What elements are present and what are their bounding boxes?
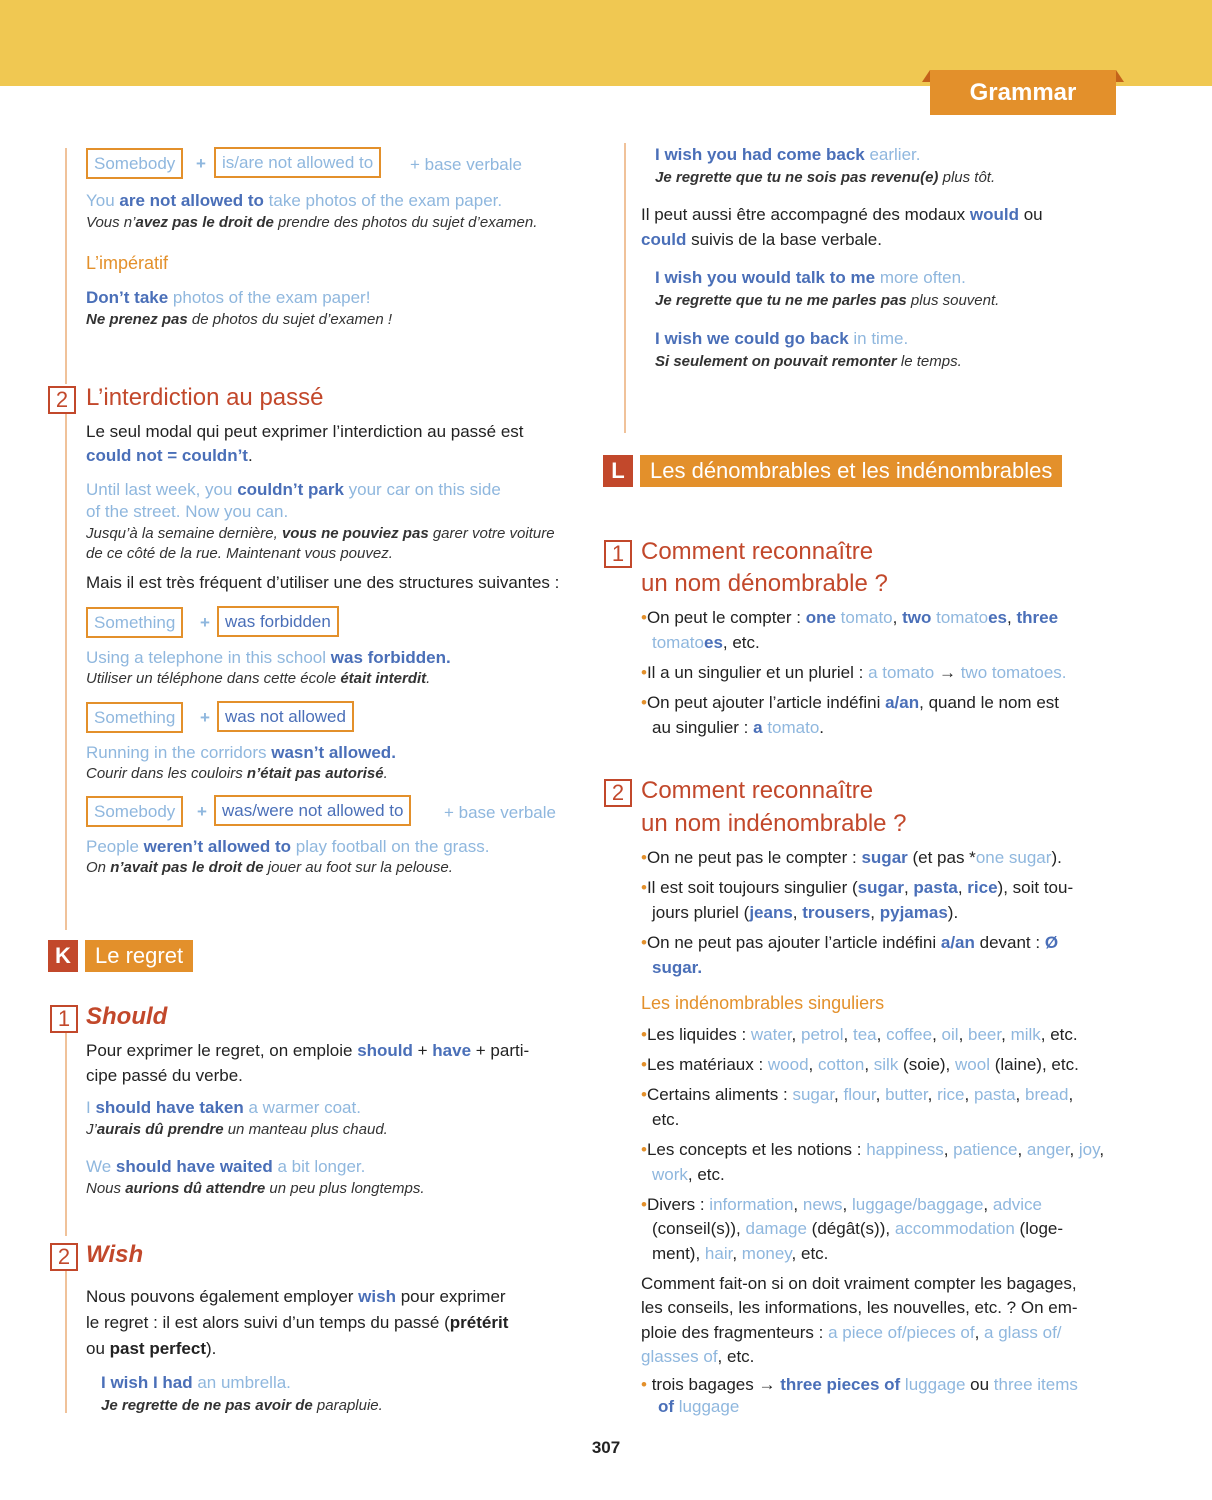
paragraph: le regret : il est alors suivi d’un temps du passé (prétérit: [86, 1313, 509, 1332]
bullet-item: •Les matériaux : wood, cotton, silk (soie), wool (laine), etc.: [641, 1055, 1079, 1074]
section-number: 2: [604, 779, 632, 807]
bullet-item-cont: of luggage: [658, 1397, 740, 1416]
bullet-item-cont: (conseil(s)), damage (dégât(s)), accommodation (loge-: [652, 1219, 1064, 1238]
section-title: Comment reconnaître: [641, 777, 874, 804]
section-number: 2: [50, 1243, 78, 1271]
tab-fold-left: [922, 70, 930, 82]
paragraph: Nous pouvons également employer wish pour exprimer: [86, 1287, 506, 1306]
tab-fold-right: [1116, 70, 1124, 82]
formula-somebody: Somebody: [86, 796, 183, 827]
subsection-heading: Les indénombrables singuliers: [641, 993, 885, 1013]
example-fr: Je regrette que tu ne sois pas revenu(e) plus tôt.: [655, 169, 996, 186]
bullet-item-cont: etc.: [652, 1110, 680, 1129]
bullet-item: •Les concepts et les notions : happiness, patience, anger, joy,: [641, 1140, 1105, 1159]
paragraph: Mais il est très fréquent d’utiliser une des structures suivantes :: [86, 573, 560, 592]
example-en: I should have taken a warmer coat.: [86, 1098, 361, 1117]
section-letter: K: [48, 940, 78, 972]
bullet-item: •Les liquides : water, petrol, tea, coffee, oil, beer, milk, etc.: [641, 1025, 1078, 1044]
formula-somebody: Somebody: [86, 148, 183, 179]
bullet-item: •On ne peut pas le compter : sugar (et pas *one sugar).: [641, 848, 1062, 867]
section-title: Comment reconnaître: [641, 538, 874, 565]
paragraph: ou past perfect).: [86, 1339, 217, 1358]
formula-was-were-not-allowed: was/were not allowed to: [214, 795, 411, 826]
section-title: L’interdiction au passé: [86, 384, 324, 411]
example-fr: Courir dans les couloirs n’était pas autorisé.: [86, 765, 388, 782]
paragraph: ploie des fragmenteurs : a piece of/pieces of, a glass of/: [641, 1323, 1062, 1342]
section-number: 1: [604, 540, 632, 568]
example-en: I wish you would talk to me more often.: [655, 268, 966, 287]
grammar-tab: Grammar: [930, 70, 1116, 115]
section-letter: L: [603, 455, 633, 487]
paragraph: glasses of, etc.: [641, 1347, 755, 1366]
section-title: un nom indénombrable ?: [641, 810, 907, 837]
example-fr: Ne prenez pas de photos du sujet d’examen !: [86, 311, 393, 328]
bullet-item-cont: tomatoes, etc.: [652, 633, 760, 652]
formula-something: Something: [86, 607, 183, 638]
formula-tail: + base verbale: [410, 155, 522, 174]
example-en: of the street. Now you can.: [86, 502, 289, 521]
example-fr: J’aurais dû prendre un manteau plus chaud.: [86, 1121, 388, 1138]
section-number: 2: [48, 386, 76, 414]
bullet-item-cont: work, etc.: [652, 1165, 725, 1184]
example-en: I wish I had an umbrella.: [101, 1373, 291, 1392]
paragraph: Comment fait-on si on doit vraiment compter les bagages,: [641, 1274, 1077, 1293]
section-bar: Le regret: [85, 940, 193, 972]
left-margin-line-3: [65, 1032, 67, 1236]
formula-something: Something: [86, 702, 183, 733]
bullet-item: •On ne peut pas ajouter l’article indéfini a/an devant : Ø: [641, 933, 1059, 952]
imperatif-heading: L’impératif: [86, 253, 169, 273]
paragraph: could suivis de la base verbale.: [641, 230, 882, 249]
left-margin-line-4: [65, 1270, 67, 1413]
bullet-item: •Il est soit toujours singulier (sugar, pasta, rice), soit tou-: [641, 878, 1074, 897]
example-en: Until last week, you couldn’t park your car on this side: [86, 480, 501, 499]
bullet-item-cont: ment), hair, money, etc.: [652, 1244, 829, 1263]
example-en: Don’t take photos of the exam paper!: [86, 288, 371, 307]
paragraph: les conseils, les informations, les nouvelles, etc. ? On em-: [641, 1298, 1078, 1317]
example-fr: Utiliser un téléphone dans cette école était interdit.: [86, 670, 431, 687]
section-title: Should: [86, 1003, 168, 1030]
right-margin-line-1: [624, 143, 626, 433]
section-bar: Les dénombrables et les indénombrables: [640, 455, 1062, 487]
paragraph: cipe passé du verbe.: [86, 1066, 243, 1085]
paragraph: Il peut aussi être accompagné des modaux would ou: [641, 205, 1043, 224]
bullet-item: •Divers : information, news, luggage/baggage, advice: [641, 1195, 1043, 1214]
bullet-item: •On peut le compter : one tomato, two tomatoes, three: [641, 608, 1059, 627]
section-title: Wish: [86, 1241, 144, 1268]
bullet-item: • trois bagages → three pieces of luggage ou three items: [641, 1375, 1078, 1394]
bullet-item: •On peut ajouter l’article indéfini a/an, quand le nom est: [641, 693, 1059, 712]
bullet-item-cont: au singulier : a tomato.: [652, 718, 825, 737]
example-fr: Nous aurions dû attendre un peu plus longtemps.: [86, 1180, 425, 1197]
example-fr: On n’avait pas le droit de jouer au foot sur la pelouse.: [86, 859, 453, 876]
formula-plus: +: [197, 802, 207, 821]
example-fr: Si seulement on pouvait remonter le temps.: [655, 353, 962, 370]
bullet-item: •Certains aliments : sugar, flour, butter, rice, pasta, bread,: [641, 1085, 1074, 1104]
formula-not-allowed: is/are not allowed to: [214, 147, 381, 178]
bullet-item-cont: jours pluriel (jeans, trousers, pyjamas).: [652, 903, 959, 922]
example-en: I wish we could go back in time.: [655, 329, 909, 348]
bullet-item-cont: sugar.: [652, 958, 703, 977]
example-fr: de ce côté de la rue. Maintenant vous pouvez.: [86, 545, 393, 562]
formula-plus: +: [200, 613, 210, 632]
example-fr: Je regrette de ne pas avoir de parapluie.: [101, 1397, 383, 1414]
page-number: 307: [591, 1438, 621, 1457]
section-number: 1: [50, 1005, 78, 1033]
paragraph: Le seul modal qui peut exprimer l’interdiction au passé est: [86, 422, 524, 441]
formula-tail: + base verbale: [444, 803, 556, 822]
example-en: I wish you had come back earlier.: [655, 145, 921, 164]
formula-plus: +: [200, 708, 210, 727]
formula-was-not-allowed: was not allowed: [217, 701, 354, 732]
example-en: People weren’t allowed to play football on the grass.: [86, 837, 490, 856]
example-en: Running in the corridors wasn’t allowed.: [86, 743, 396, 762]
section-title: un nom dénombrable ?: [641, 570, 888, 597]
example-en: Using a telephone in this school was forbidden.: [86, 648, 451, 667]
paragraph: Pour exprimer le regret, on emploie should + have + parti-: [86, 1041, 530, 1060]
formula-plus: +: [196, 154, 206, 173]
paragraph: could not = couldn’t.: [86, 446, 253, 465]
example-fr: Vous n’avez pas le droit de prendre des photos du sujet d’examen.: [86, 214, 538, 231]
example-fr: Je regrette que tu ne me parles pas plus souvent.: [655, 292, 1000, 309]
formula-was-forbidden: was forbidden: [217, 606, 339, 637]
example-fr: Jusqu’à la semaine dernière, vous ne pouviez pas garer votre voiture: [86, 525, 555, 542]
example-en: We should have waited a bit longer.: [86, 1157, 366, 1176]
left-margin-line-1: [65, 148, 67, 384]
bullet-item: •Il a un singulier et un pluriel : a tomato → two tomatoes.: [641, 663, 1067, 682]
example-en: You are not allowed to take photos of the exam paper.: [86, 191, 503, 210]
left-margin-line-2: [65, 413, 67, 930]
